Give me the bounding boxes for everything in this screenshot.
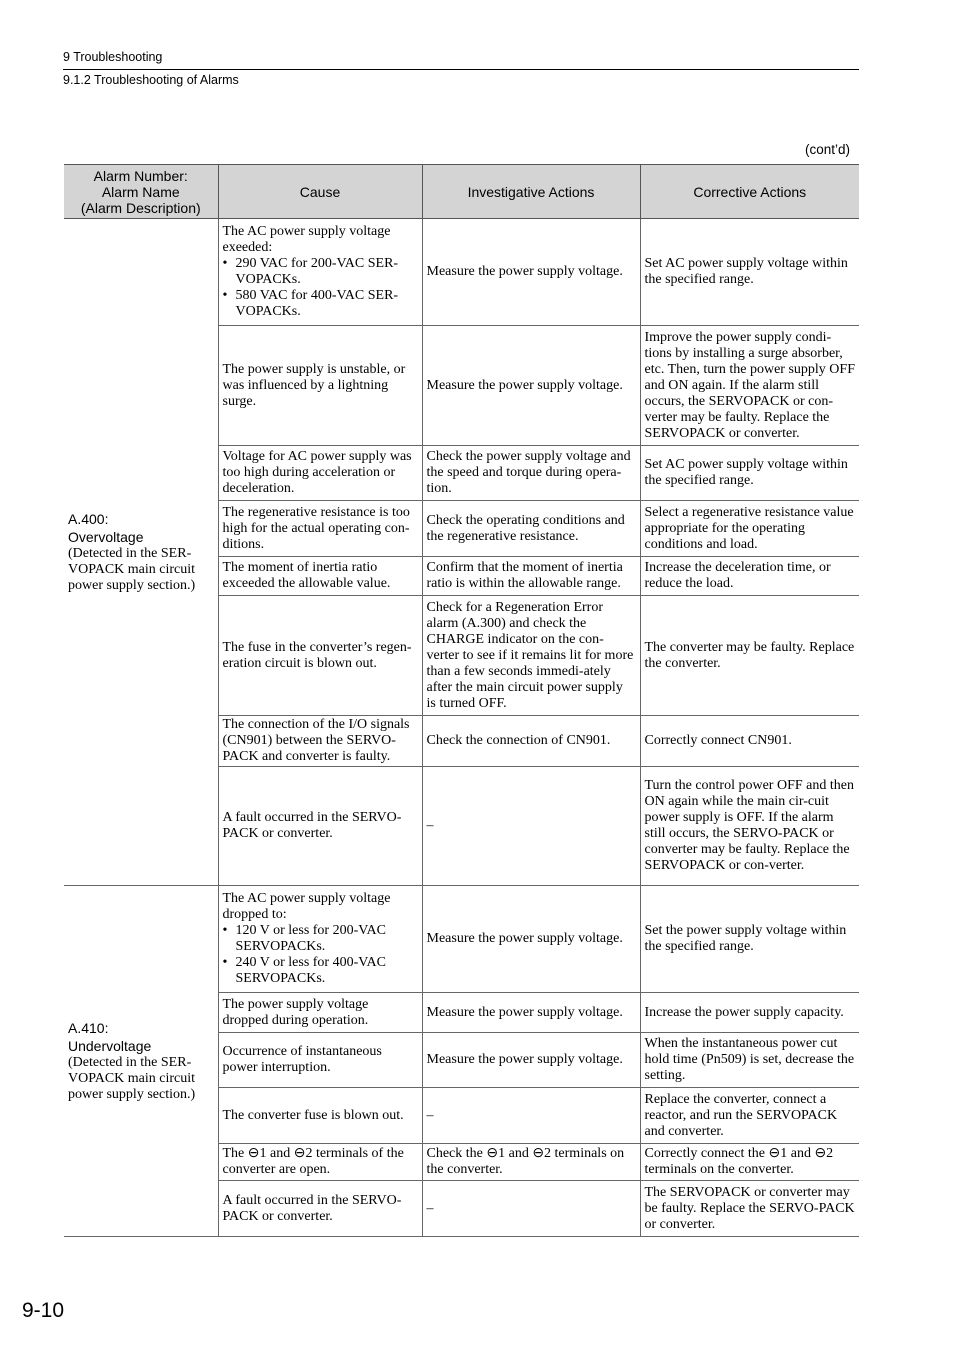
- cause-cell: The power supply voltage dropped during operation.: [218, 993, 422, 1033]
- cause-cell: A fault occurred in the SERVO-PACK or converter.: [218, 767, 422, 886]
- alarm-description: (Detected in the SER-VOPACK main circuit power supply section.): [68, 546, 196, 593]
- investigative-cell: Measure the power supply voltage.: [422, 1033, 640, 1088]
- cause-cell: [218, 219, 422, 326]
- cause-cell: The converter fuse is blown out.: [218, 1088, 422, 1144]
- header-rule: [63, 69, 859, 70]
- corrective-cell: Select a regenerative resistance value appropriate for the operating conditions and load.: [640, 501, 859, 557]
- alarm-code: A.400:: [68, 511, 109, 527]
- column-header-investigative: Investigative Actions: [422, 165, 640, 219]
- header-alarm-number: Alarm Number:: [93, 167, 188, 184]
- investigative-cell: –: [422, 1088, 640, 1144]
- investigative-cell: Check the power supply voltage and the speed and torque during opera-tion.: [422, 446, 640, 501]
- corrective-cell: Replace the converter, connect a reactor, and run the SERVOPACK and converter.: [640, 1088, 859, 1144]
- investigative-cell: Measure the power supply voltage.: [422, 886, 640, 993]
- cause-cell: The regenerative resistance is too high for the actual operating con-ditions.: [218, 501, 422, 557]
- column-header-corrective: Corrective Actions: [640, 165, 859, 219]
- table-header-row: [64, 165, 859, 219]
- corrective-cell: Improve the power supply condi-tions by installing a surge absorber, etc. Then, turn the power supply OFF and ON again. If the alarm still occurs, the SERVOPACK or con-verter may be faulty. Replace the SERVOPACK or converter.: [640, 326, 859, 446]
- continued-label: (cont’d): [804, 142, 850, 157]
- investigative-cell: Measure the power supply voltage.: [422, 326, 640, 446]
- header-alarm-description: (Alarm Description): [80, 199, 201, 216]
- corrective-cell: Correctly connect the ⊖1 and ⊖2 terminals on the converter.: [640, 1144, 859, 1181]
- corrective-cell: Increase the power supply capacity.: [640, 993, 859, 1033]
- investigative-cell: Measure the power supply voltage.: [422, 993, 640, 1033]
- corrective-cell: When the instantaneous power cut hold time (Pn509) is set, decrease the setting.: [640, 1033, 859, 1088]
- table-row: [64, 219, 859, 326]
- corrective-cell: Increase the deceleration time, or reduce the load.: [640, 557, 859, 596]
- cause-cell: The connection of the I/O signals (CN901) between the SERVO-PACK and converter is faulty.: [218, 716, 422, 767]
- running-header-section: 9.1.2 Troubleshooting of Alarms: [63, 73, 239, 87]
- corrective-cell: The converter may be faulty. Replace the converter.: [640, 596, 859, 716]
- investigative-cell: Check the ⊖1 and ⊖2 terminals on the converter.: [422, 1144, 640, 1181]
- alarm-cell-a410: [64, 886, 218, 1237]
- alarm-name: Undervoltage: [68, 1038, 152, 1054]
- cause-bullet: • 290 VAC for 200-VAC SER-VOPACKs.: [222, 256, 399, 287]
- corrective-cell: Set AC power supply voltage within the specified range.: [640, 219, 859, 326]
- alarm-description: (Detected in the SER-VOPACK main circuit power supply section.): [68, 1055, 196, 1102]
- corrective-cell: Turn the control power OFF and then ON again while the main cir-cuit power supply is OFF. If the alarm still occurs, the SERVO-PACK or converter may be faulty. Replace the SERVOPACK or con-verter.: [640, 767, 859, 886]
- cause-cell: The power supply is unstable, or was influenced by a lightning surge.: [218, 326, 422, 446]
- corrective-cell: The SERVOPACK or converter may be faulty. Replace the SERVO-PACK or converter.: [640, 1181, 859, 1237]
- alarm-troubleshooting-table: [64, 164, 859, 1237]
- investigative-cell: Confirm that the moment of inertia ratio is within the allowable range.: [422, 557, 640, 596]
- cause-text: The AC power supply voltage exeeded:: [222, 224, 391, 255]
- cause-cell: Occurrence of instantaneous power interruption.: [218, 1033, 422, 1088]
- investigative-cell: –: [422, 1181, 640, 1237]
- table-row: [64, 886, 859, 993]
- investigative-cell: Measure the power supply voltage.: [422, 219, 640, 326]
- investigative-cell: Check the connection of CN901.: [422, 716, 640, 767]
- column-header-cause: Cause: [218, 165, 422, 219]
- cause-cell: Voltage for AC power supply was too high during acceleration or deceleration.: [218, 446, 422, 501]
- page-number: 9-10: [22, 1299, 65, 1322]
- cause-cell: The fuse in the converter’s regen-eration circuit is blown out.: [218, 596, 422, 716]
- running-header-chapter: 9 Troubleshooting: [63, 50, 163, 64]
- column-header-alarm: [64, 165, 218, 219]
- cause-cell: A fault occurred in the SERVO-PACK or converter.: [218, 1181, 422, 1237]
- cause-text: The AC power supply voltage dropped to:: [222, 891, 391, 922]
- cause-bullet: • 580 VAC for 400-VAC SER-VOPACKs.: [222, 288, 399, 319]
- cause-cell: [218, 886, 422, 993]
- cause-bullet: • 240 V or less for 400-VAC SERVOPACKs.: [222, 955, 387, 986]
- alarm-cell-a400: [64, 219, 218, 886]
- corrective-cell: Set the power supply voltage within the specified range.: [640, 886, 859, 993]
- investigative-cell: –: [422, 767, 640, 886]
- cause-cell: The moment of inertia ratio exceeded the allowable value.: [218, 557, 422, 596]
- cause-bullet: • 120 V or less for 200-VAC SERVOPACKs.: [222, 923, 387, 954]
- corrective-cell: Set AC power supply voltage within the specified range.: [640, 446, 859, 501]
- alarm-code: A.410:: [68, 1020, 109, 1036]
- header-alarm-name: Alarm Name: [101, 183, 180, 200]
- alarm-name: Overvoltage: [68, 529, 144, 545]
- corrective-cell: Correctly connect CN901.: [640, 716, 859, 767]
- cause-cell: The ⊖1 and ⊖2 terminals of the converter are open.: [218, 1144, 422, 1181]
- investigative-cell: Check the operating conditions and the regenerative resistance.: [422, 501, 640, 557]
- investigative-cell: Check for a Regeneration Error alarm (A.300) and check the CHARGE indicator on the con-verter to see if it remains lit for more than a few seconds immedi-ately after the main circuit power supply is turned OFF.: [422, 596, 640, 716]
